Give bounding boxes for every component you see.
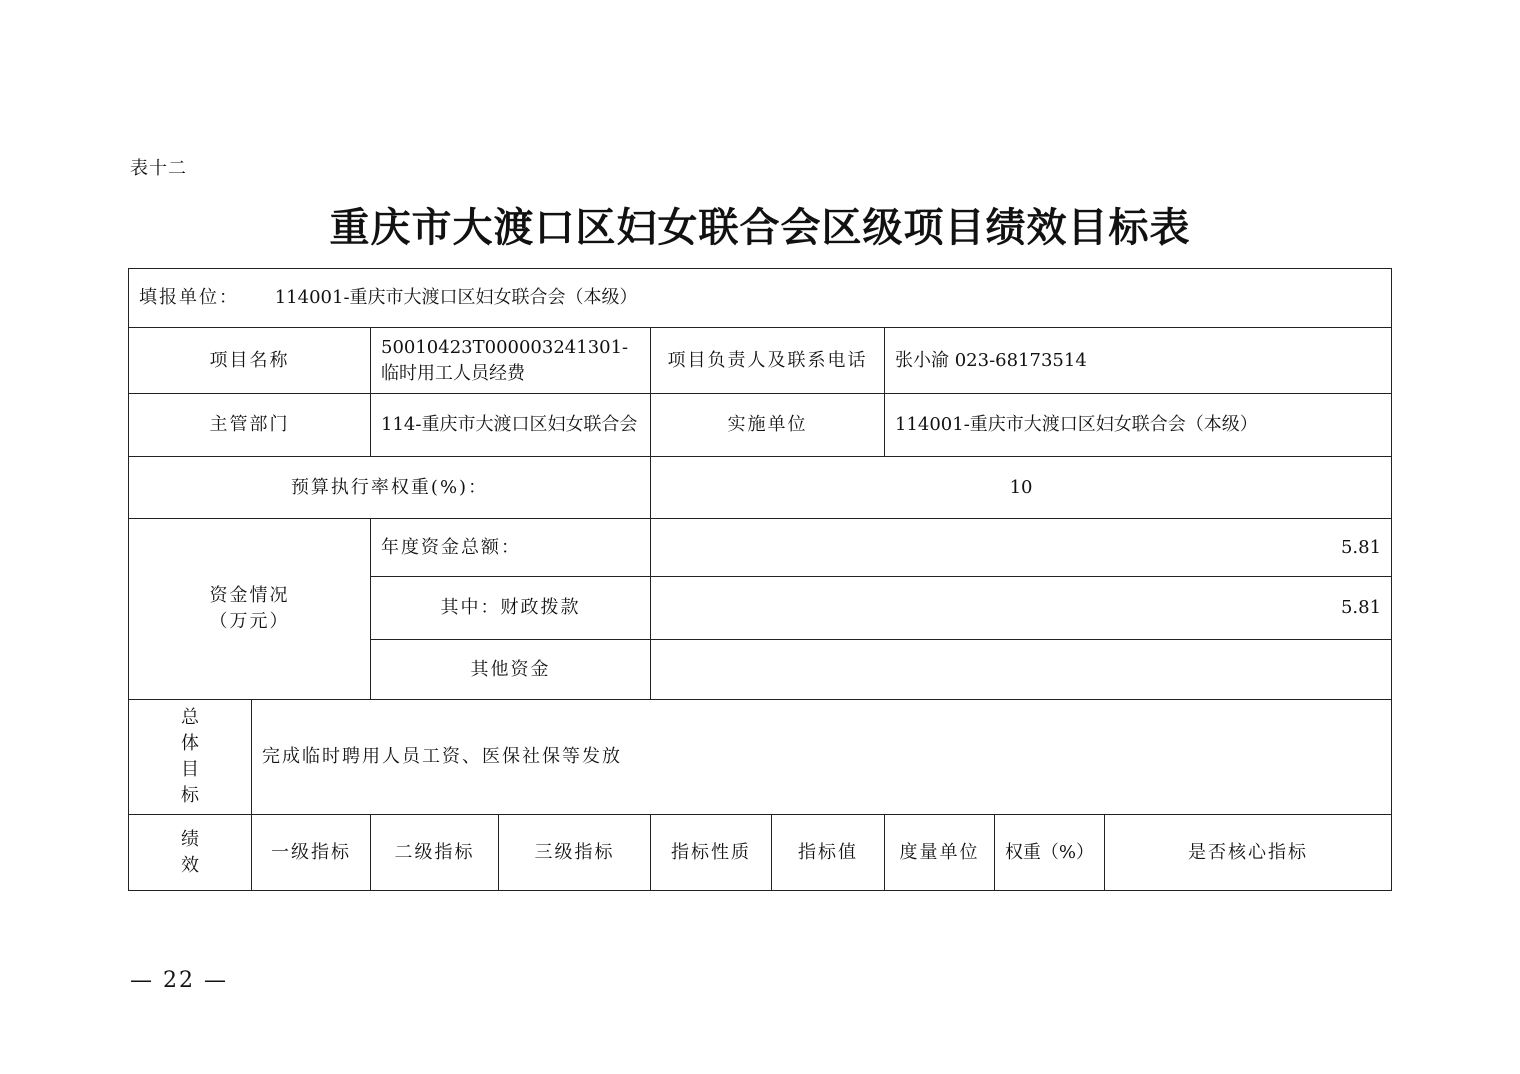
performance-header-row — [129, 815, 1392, 891]
fiscal-funds-label: 其中：财政拨款 — [371, 577, 651, 640]
overall-goal-char: 总 — [181, 707, 199, 728]
project-name-value: 50010423T000003241301-临时用工人员经费 — [371, 328, 651, 394]
fiscal-funds-value: 5.81 — [651, 577, 1392, 640]
document-title: 重庆市大渡口区妇女联合会区级项目绩效目标表 — [329, 204, 1191, 251]
department-value: 114-重庆市大渡口区妇女联合会 — [371, 394, 651, 457]
header-core-indicator: 是否核心指标 — [1105, 815, 1392, 891]
overall-goal-char: 体 — [181, 733, 199, 754]
implementing-unit-value: 114001-重庆市大渡口区妇女联合会（本级） — [885, 394, 1392, 457]
other-funds-value — [651, 640, 1392, 700]
overall-goal-label — [129, 700, 252, 815]
performance-char: 效 — [181, 854, 199, 876]
overall-goal-char: 目 — [181, 759, 199, 780]
header-level3-indicator: 三级指标 — [499, 815, 651, 891]
other-funds-label: 其他资金 — [371, 640, 651, 700]
budget-rate-label: 预算执行率权重(%)： — [129, 457, 651, 519]
implementing-unit-label: 实施单位 — [651, 394, 885, 457]
page-number: — 22 — — [130, 968, 228, 993]
performance-target-table — [128, 268, 1392, 891]
project-leader-value: 张小渝 023-68173514 — [885, 328, 1392, 394]
filling-unit-label: 填报单位： — [139, 287, 239, 308]
header-weight: 权重（%） — [995, 815, 1105, 891]
project-leader-label: 项目负责人及联系电话 — [651, 328, 885, 394]
header-indicator-nature: 指标性质 — [651, 815, 772, 891]
filling-unit-cell — [129, 269, 1392, 328]
project-name-label: 项目名称 — [129, 328, 371, 394]
performance-char: 绩 — [181, 828, 199, 850]
header-level1-indicator: 一级指标 — [252, 815, 371, 891]
funds-label — [129, 519, 371, 700]
header-level2-indicator: 二级指标 — [371, 815, 499, 891]
annual-funds-row — [129, 519, 1392, 577]
header-indicator-value: 指标值 — [772, 815, 885, 891]
department-row — [129, 394, 1392, 457]
project-name-row — [129, 328, 1392, 394]
budget-rate-row — [129, 457, 1392, 519]
header-measure-unit: 度量单位 — [885, 815, 995, 891]
filling-unit-row — [129, 269, 1392, 328]
overall-goal-value: 完成临时聘用人员工资、医保社保等发放 — [252, 700, 1392, 815]
table-label: 表十二 — [130, 158, 187, 179]
performance-label — [129, 815, 252, 891]
department-label: 主管部门 — [129, 394, 371, 457]
annual-funds-value: 5.81 — [651, 519, 1392, 577]
filling-unit-value: 114001-重庆市大渡口区妇女联合会（本级） — [274, 287, 638, 308]
budget-rate-value: 10 — [651, 457, 1392, 519]
overall-goal-row — [129, 700, 1392, 815]
overall-goal-char: 标 — [181, 785, 199, 806]
funds-label-line1: 资金情况 — [209, 585, 290, 606]
funds-label-line2: （万元） — [209, 611, 290, 632]
annual-funds-label: 年度资金总额： — [371, 519, 651, 577]
